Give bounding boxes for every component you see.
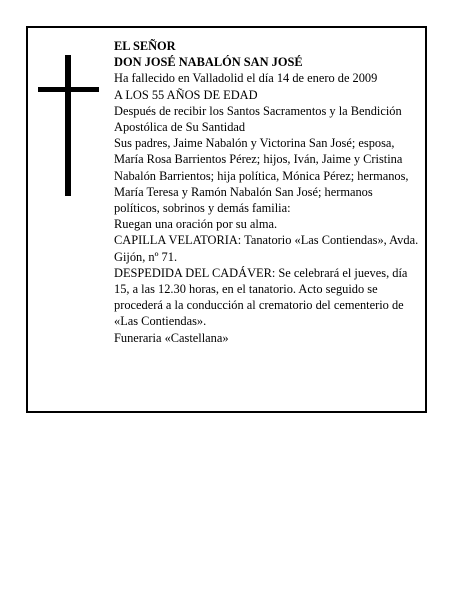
death-info: Ha fallecido en Valladolid el día 14 de enero de 2009 bbox=[114, 71, 378, 86]
age-line: A LOS 55 AÑOS DE EDAD bbox=[114, 87, 258, 102]
deceased-name: DON JOSÉ NABALÓN SAN JOSÉ bbox=[114, 55, 303, 70]
farewell-info: DESPEDIDA DEL CADÁVER: Se celebrará el jueves, día 15, a las 12.30 horas, en el tanatorio. Acto seguido se procederá a la conducción al crematorio del cementerio de «Las Contiendas». bbox=[114, 265, 408, 329]
sacraments-text: Después de recibir los Santos Sacramentos y la Bendición Apostólica de Su Santidad bbox=[114, 103, 402, 135]
prayer-request: Ruegan una oración por su alma. bbox=[114, 217, 278, 232]
chapel-info: CAPILLA VELATORIA: Tanatorio «Las Contiendas», Avda. Gijón, nº 71. bbox=[114, 233, 419, 264]
cross-icon bbox=[38, 55, 99, 196]
funeral-home: Funeraria «Castellana» bbox=[114, 330, 229, 345]
cross-horizontal-bar bbox=[38, 87, 99, 92]
notice-title: EL SEÑOR bbox=[114, 39, 176, 53]
obituary-text bbox=[114, 38, 420, 346]
family-list: Sus padres, Jaime Nabalón y Victorina San José; esposa, María Rosa Barrientos Pérez; hijos, Iván, Jaime y Cristina Nabalón Barrientos; hija política, Mónica Pérez; hermanos, María Teresa y Ramón Nabalón San José; hermanos políticos, sobrinos y demás familia: bbox=[114, 136, 409, 216]
cross-vertical-bar bbox=[65, 55, 71, 196]
